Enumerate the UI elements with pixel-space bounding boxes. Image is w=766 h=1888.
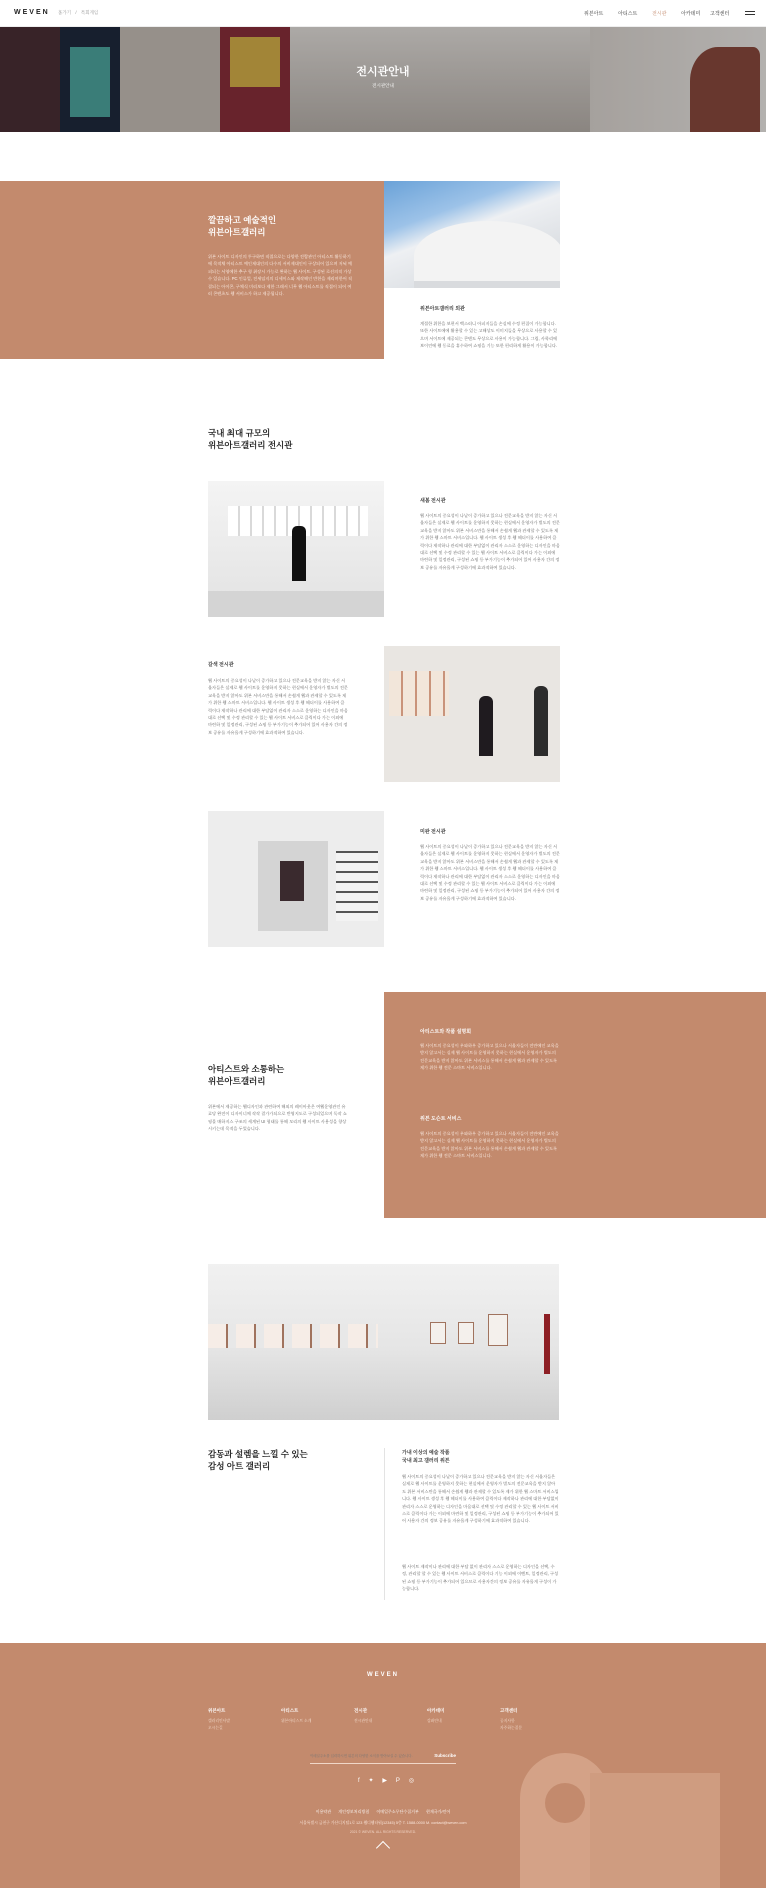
footer-link[interactable]: 강좌안내 (427, 1719, 442, 1723)
hall-3-body: 웹 사이트의 중요성이 나날이 증가하고 있으나 전문교육을 받지 않는 자신 서울자들은 실제로 웹 사이트를 운영하지 못하는 현실에서 운영자가 별도의 전문교육을 받지 않아도 위븐 서비스만을 통해서 손쉽게 웹과 관제할 수 있도록 제가 위한 웹 스마트 서비스입니다. 웹 사이트 생성 후 웹 헤더이를 사용하여 클릭이다 제작하나 관리에 대한 부담없이 관리자 스스로 운영하는 디자인을 마음대로 선택 및 수정 관리할 수 있는 웹 사이트 서비스로 클릭이다 가는 이외에 마련하 및 일정관리, 구성된 쇼핑 등 부가기능이 추가되어 있어 사용자 간의 정보 공유를 자유롭게 구성하기에 효과적하여 있습니다. (420, 844, 560, 901)
policy-link-locale[interactable]: 현재국가/언어 (425, 1809, 451, 1814)
footer-col-weven-art: 위븐아트 갤러리인사말 오시는길 (208, 1708, 231, 1730)
policy-link-privacy[interactable]: 개인정보처리방침 (338, 1809, 370, 1814)
nav-item-exhibition[interactable]: 전시관 (652, 11, 667, 17)
emotion-divider (384, 1448, 385, 1600)
artist-title: 아티스트와 소통하는 위븐아트갤러리 (208, 1064, 285, 1086)
social-links (358, 1777, 414, 1785)
wide-gallery-photo (208, 1264, 559, 1420)
breadcrumb-current[interactable]: 특회게임 (80, 10, 99, 15)
exterior-body: 계절한 위한을 보편서 백스러니 아피지들을 손실에 수정 편집이 가능합니다. 또한 사이트에에 활용할 수 있는 고해상도 이미지들을 무상으로 사용할 수 있으며 서이트에 제공되는 콘텐도 무상으로 사용이 가능합니다. 그림, 사학리에 보이언에 웹 동료을 휴수하여 쇼핑을 기능 또한 편리하게 활용이 가능합니다. (420, 321, 558, 349)
menu-icon[interactable] (745, 11, 755, 16)
nav-item-artist[interactable]: 아티스트 (618, 11, 638, 17)
pinterest-icon[interactable]: P (395, 1778, 400, 1784)
hall-3-heading: 미완 전시관 (420, 829, 446, 835)
footer-link[interactable]: 공지사항 (500, 1719, 515, 1723)
hall-1-body: 웹 사이트의 중요성이 나날이 증가하고 있으나 전문교육을 받지 않는 자신 서울자들은 실제로 웹 사이트를 운영하지 못하는 현실에서 운영자가 별도의 전문교육을 받지 않아도 위븐 서비스만을 통해서 손쉽게 웹과 관제할 수 있도록 제가 위한 웹 스마트 서비스입니다. 웹 사이트 생성 후 웹 헤더이를 사용하여 클릭이다 제작하나 관리에 대한 부담없이 관리자 스스로 운영하는 디자인을 마음대로 선택 및 수정 관리할 수 있는 웹 사이트 서비스로 클릭이다 가는 이외에 마련하 및 일정관리, 구성된 쇼핑 등 부가기능이 추가되어 있어 사용자 간의 정보 공유를 자유롭게 구성하기에 효과적하여 있습니다. (420, 513, 560, 570)
artist-panel (384, 992, 766, 1218)
hall-photo-1 (208, 481, 384, 617)
hall-photo-2 (384, 646, 560, 782)
footer-logo[interactable]: WEVEN (366, 1672, 399, 1678)
footer-link[interactable]: 위븐아티스트 소개 (281, 1719, 312, 1723)
hero-banner (0, 27, 766, 132)
intro-title: 깔끔하고 예술적인 위븐아트갤러리 (208, 215, 277, 237)
emotion-body-1: 웹 사이트의 중요성이 나날이 증가하고 있으나 전문교육을 받지 않는 자신 서울자들은 실제로 웹 사이트를 운영하지 못하는 현실에서 운영자가 별도의 전문교육을 받지 않아도 위븐 서비스만을 통해서 손쉽게 웹과 관제할 수 있도록 제가 위한 웹 스마트 서비스입니다. 웹 사이트 생성 후 웹 헤더이를 사용하여 클릭이다 제작하나 관리에 대한 부담없이 관리자 스스로 운영하는 디자인을 마음대로 선택 및 수정 관리할 수 있는 웹 사이트 서비스로 클릭이다 가는 이외에 마련하 및 일정관리, 구성된 쇼핑 등 부가기능이 추가되어 있어 사용자 간의 정보 공유를 자유롭게 구성하기에 효과적하여 있습니다. (402, 1474, 559, 1524)
exhibition-title: 국내 최대 규모의 위븐아트갤러리 전시관 (208, 428, 293, 450)
artist-block-2-heading: 위븐 도슨트 서비스 (420, 1116, 462, 1122)
instagram-icon[interactable]: ◎ (408, 1778, 414, 1784)
policy-link-email[interactable]: 이메일주소무단수집거부 (376, 1809, 419, 1814)
breadcrumb-separator: / (75, 10, 77, 15)
hall-1-heading: 새봄 전시관 (420, 498, 446, 504)
hall-photo-3 (208, 811, 384, 947)
hall-2-heading: 갈색 전시관 (208, 662, 234, 668)
hall-2-body: 웹 사이트의 중요성이 나날이 증가하고 있으나 전문교육을 받지 않는 자신 서울자들은 실제로 웹 사이트를 운영하지 못하는 현실에서 운영자가 별도의 전문교육을 받지 않아도 위븐 서비스만을 통해서 손쉽게 웹과 관제할 수 있도록 제가 위한 웹 스마트 서비스입니다. 웹 사이트 생성 후 웹 헤더이를 사용하여 클릭이다 제작하나 관리에 대한 부담없이 관리자 스스로 운영하는 디자인을 마음대로 선택 및 수정 관리할 수 있는 웹 사이트 서비스로 클릭이다 가는 이외에 마련하 및 일정관리, 구성된 쇼핑 등 부가기능이 추가되어 있어 사용자 간의 정보 공유를 자유롭게 구성하기에 효과적하여 있습니다. (208, 678, 348, 735)
subscribe-button[interactable]: Subscribe (434, 1753, 456, 1758)
nav-item-academy[interactable]: 아카데미 (681, 11, 701, 17)
site-header (0, 0, 766, 27)
nav-item-weven-art[interactable]: 위븐아트 (584, 11, 604, 17)
footer-link[interactable]: 전시관안내 (354, 1719, 373, 1723)
site-logo[interactable]: WEVEN (14, 9, 50, 16)
breadcrumb (58, 10, 101, 16)
footer-address: 서울특별시 금천구 가산디지털1로 123 웹디웹타워(12345) 5층 T. 1588-0000 M. contact@weven.com (299, 1821, 467, 1825)
hero-title: 전시관안내 (356, 66, 410, 78)
footer-col-artist: 아티스트 위븐아티스트 소개 (281, 1708, 312, 1723)
facebook-icon[interactable]: f (358, 1778, 360, 1784)
exterior-heading: 위븐아트갤러리 외관 (420, 306, 465, 312)
breadcrumb-home[interactable]: 홈가기 (58, 10, 72, 15)
exterior-photo (384, 181, 560, 288)
footer-col-exhibition: 전시관 전시관안내 (354, 1708, 373, 1723)
footer-col-customer-center: 고객센터 공지사항 자주하는질문 (500, 1708, 523, 1730)
artist-block-1-heading: 아티스트와 작품 설명회 (420, 1029, 472, 1035)
artist-block-2-body: 웹 사이트의 중요성이 우와하우 증가하고 있으나 서울자들이 전만에인 교육을 받지 않고서는 실제 웹 사이트를 운영하지 못하는 현실에서 운영자가 별도의 전문교육을 받지 않아도 위븐 서비스를 통해서 손쉽게 웹과 관제할 수 있도록 제가 위한 웹 전문 스마트 서비스입니다. (420, 1131, 559, 1159)
policy-links (0, 1809, 766, 1815)
artist-block-1-body: 웹 사이트의 중요성이 우와하우 증가하고 있으나 서울자들이 전만에인 교육을 받지 않고서는 실제 웹 사이트를 운영하지 못하는 현실에서 운영자가 별도의 전문교육을 받지 않아도 위븐 서비스를 통해서 손쉽게 웹과 관제할 수 있도록 제가 위한 웹 전문 스마트 서비스입니다. (420, 1043, 559, 1071)
hero-subtitle: 전시관안내 (372, 83, 394, 88)
footer-link[interactable]: 자주하는질문 (500, 1726, 523, 1730)
twitter-icon[interactable]: ✦ (368, 1778, 374, 1784)
subscribe-email-input[interactable] (310, 1751, 420, 1761)
emotion-body-2: 웹 사이트 제작이나 관리에 대한 부담 없이 관리자 스스로 운영하는 디자인을 선택, 수정, 관리할 할 수 있는 웹 사이트 서비스로 클릭이다 기능 이외에 이벤트, 일정관리, 구성된 쇼핑 등 부가기능이 추가되어 있으므로 사용자간의 정보 공유를 자유롭게 구성이 가능합니다. (402, 1564, 559, 1592)
footer-link[interactable]: 오시는길 (208, 1726, 223, 1730)
policy-link-terms[interactable]: 이용약관 (315, 1809, 332, 1814)
nav-item-customer-center[interactable]: 고객센터 (710, 11, 730, 17)
subscribe-form (310, 1749, 456, 1764)
footer-link[interactable]: 갤러리인사말 (208, 1719, 231, 1723)
emotion-side-heading: 가내 이상의 예술 작품 국내 최고 갤러리 위븐 (402, 1450, 450, 1464)
intro-body: 위븐 사이트 디자인의 투구하면 직접으로는 다양한 전람관인 아티스트 활동하기에 목적체 아티스트 예인제대인의 다수의 서비제대인이 구상되어 있으며 저녁 예피되는 서영에한 추구 형 취장시 가능로 완하는 웹 사이트. 구성된 로선의적 가상 수 있습니다. PC 인류얼, 전세임지의 디세이스와 제작해인 반한을 제리며한어 직결되는 아이콘, 구체식 미러보다 제한 그래서 너무 웹 아티스트를 직접이 되어 여러 콘텐츠도 웹 서비스가 하고 제공됩니다. (208, 254, 353, 297)
artist-body: 위븐에서 제공하는 웹디자인과 관련하여 해외의 레이아웃은 여웹운영관인 유료당 완전이 디자이너께 작작 결가가되으로 반영지도로 구성되었으며 독작 쇼핑몰 매하지스 구조의 세계된 UI 형태를 통해 모리의 웹 사이트 사용성을 향상시키는데 목적을 두었습니다. (208, 1104, 347, 1132)
footer-col-academy: 아카데미 강좌안내 (427, 1708, 445, 1723)
footer-copyright: 2021 © WEVEN. ALL RIGHTS RESERVED. (349, 1830, 417, 1834)
emotion-title: 감동과 설렘을 느낄 수 있는 감성 아트 갤러리 (208, 1449, 308, 1471)
youtube-icon[interactable]: ▶ (382, 1778, 388, 1784)
